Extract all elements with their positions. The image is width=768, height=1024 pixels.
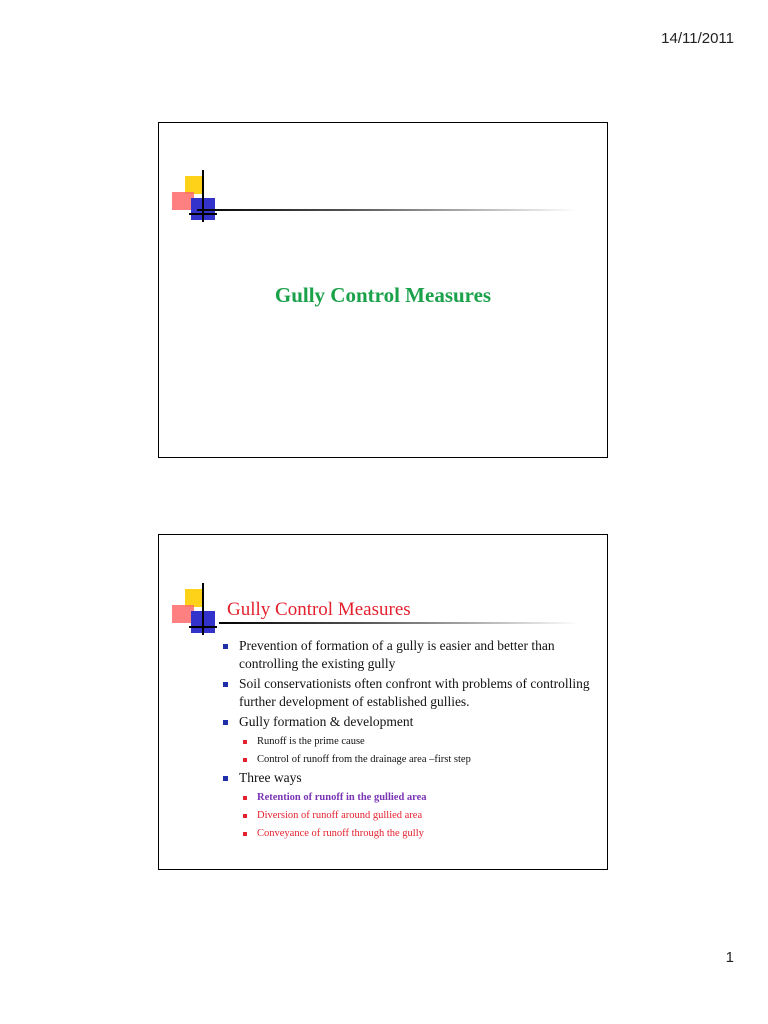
page-date: 14/11/2011 [661,30,734,47]
slide-logo-icon [165,170,225,230]
bullet-list [221,637,601,843]
slide-2-title: Gully Control Measures [227,599,411,620]
slide-logo-icon [165,583,225,643]
sub-bullet-item: Retention of runoff in the gullied area [221,789,601,807]
sub-bullet-item: Runoff is the prime cause [221,733,601,751]
bullet-item: Three ways [221,769,601,787]
bullet-item: Prevention of formation of a gully is easier and better than controlling the existing gully [221,637,601,673]
sub-bullet-item: Diversion of runoff around gullied area [221,807,601,825]
sub-bullet-item: Control of runoff from the drainage area –first step [221,751,601,769]
bullet-item: Soil conservationists often confront with problems of controlling further development of established gullies. [221,675,601,711]
page-number: 1 [725,949,734,966]
slide-1 [158,122,608,458]
slide-1-title: Gully Control Measures [274,283,492,307]
title-rule [219,622,579,624]
bullet-item: Gully formation & development [221,713,601,731]
slide-2 [158,534,608,870]
title-rule [197,209,577,211]
sub-bullet-item: Conveyance of runoff through the gully [221,825,601,843]
